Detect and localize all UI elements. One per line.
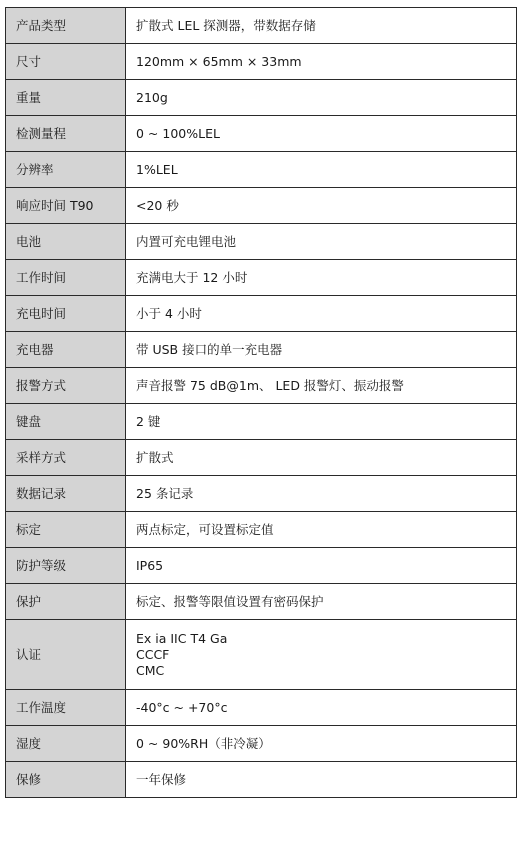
spec-value-line: 小于 4 小时 — [136, 305, 202, 321]
spec-label: 电池 — [6, 224, 126, 260]
spec-label: 保护 — [6, 584, 126, 620]
spec-table-body — [6, 8, 517, 798]
spec-label: 认证 — [6, 620, 126, 690]
table-row — [6, 726, 517, 762]
spec-label: 保修 — [6, 762, 126, 798]
table-row — [6, 116, 517, 152]
table-row — [6, 80, 517, 116]
spec-label: 工作时间 — [6, 260, 126, 296]
spec-value-line: CCCF — [136, 646, 170, 662]
spec-value-line: 两点标定，可设置标定值 — [136, 521, 274, 537]
spec-value-line: 带 USB 接口的单一充电器 — [136, 341, 283, 357]
table-row — [6, 690, 517, 726]
spec-value — [126, 8, 517, 44]
table-row — [6, 224, 517, 260]
table-row — [6, 260, 517, 296]
table-row — [6, 548, 517, 584]
spec-value — [126, 548, 517, 584]
spec-value-line: 充满电大于 12 小时 — [136, 269, 248, 285]
spec-table — [5, 7, 517, 798]
spec-label: 响应时间 T90 — [6, 188, 126, 224]
spec-label: 重量 — [6, 80, 126, 116]
spec-value-line: CMC — [136, 662, 165, 678]
spec-value — [126, 690, 517, 726]
spec-value-line: 2 键 — [136, 413, 161, 429]
spec-value-line: 120mm × 65mm × 33mm — [136, 53, 302, 69]
spec-label: 产品类型 — [6, 8, 126, 44]
table-row — [6, 296, 517, 332]
table-row — [6, 440, 517, 476]
spec-value-line: 标定、报警等限值设置有密码保护 — [136, 593, 324, 609]
spec-value — [126, 762, 517, 798]
spec-label: 工作温度 — [6, 690, 126, 726]
spec-value — [126, 188, 517, 224]
table-row — [6, 584, 517, 620]
spec-label: 键盘 — [6, 404, 126, 440]
spec-label: 充电器 — [6, 332, 126, 368]
spec-value-line: Ex ia IIC T4 Ga — [136, 630, 228, 646]
spec-value-line: 25 条记录 — [136, 485, 194, 501]
table-row — [6, 152, 517, 188]
table-row — [6, 512, 517, 548]
table-row — [6, 188, 517, 224]
spec-value-line: IP65 — [136, 557, 164, 573]
spec-label: 报警方式 — [6, 368, 126, 404]
spec-value — [126, 726, 517, 762]
spec-value — [126, 404, 517, 440]
spec-label: 数据记录 — [6, 476, 126, 512]
spec-value-line: 0 ~ 100%LEL — [136, 125, 220, 141]
spec-value — [126, 152, 517, 188]
spec-value — [126, 620, 517, 690]
table-row — [6, 368, 517, 404]
spec-value-line: 扩散式 — [136, 449, 174, 465]
spec-value — [126, 512, 517, 548]
spec-value — [126, 332, 517, 368]
spec-value-line: 210g — [136, 89, 168, 105]
spec-value-line: <20 秒 — [136, 197, 179, 213]
table-row — [6, 8, 517, 44]
spec-value-line: 声音报警 75 dB@1m、 LED 报警灯、振动报警 — [136, 377, 404, 393]
spec-value — [126, 224, 517, 260]
spec-value — [126, 116, 517, 152]
spec-value — [126, 44, 517, 80]
spec-value — [126, 440, 517, 476]
table-row — [6, 620, 517, 690]
spec-label: 采样方式 — [6, 440, 126, 476]
spec-label: 尺寸 — [6, 44, 126, 80]
spec-label: 防护等级 — [6, 548, 126, 584]
spec-label: 充电时间 — [6, 296, 126, 332]
table-row — [6, 762, 517, 798]
spec-value-line: 一年保修 — [136, 771, 187, 787]
spec-value — [126, 476, 517, 512]
spec-label: 分辨率 — [6, 152, 126, 188]
table-row — [6, 44, 517, 80]
spec-label: 湿度 — [6, 726, 126, 762]
spec-value — [126, 296, 517, 332]
table-row — [6, 332, 517, 368]
spec-value — [126, 80, 517, 116]
spec-label: 检测量程 — [6, 116, 126, 152]
spec-value-line: 扩散式 LEL 探测器，带数据存储 — [136, 17, 316, 33]
spec-value-line: -40°c ~ +70°c — [136, 699, 228, 715]
spec-value — [126, 260, 517, 296]
spec-value — [126, 368, 517, 404]
spec-value-line: 1%LEL — [136, 161, 178, 177]
spec-value-line: 内置可充电锂电池 — [136, 233, 237, 249]
table-row — [6, 404, 517, 440]
spec-value-line: 0 ~ 90%RH（非冷凝） — [136, 735, 271, 751]
table-row — [6, 476, 517, 512]
spec-label: 标定 — [6, 512, 126, 548]
spec-value — [126, 584, 517, 620]
